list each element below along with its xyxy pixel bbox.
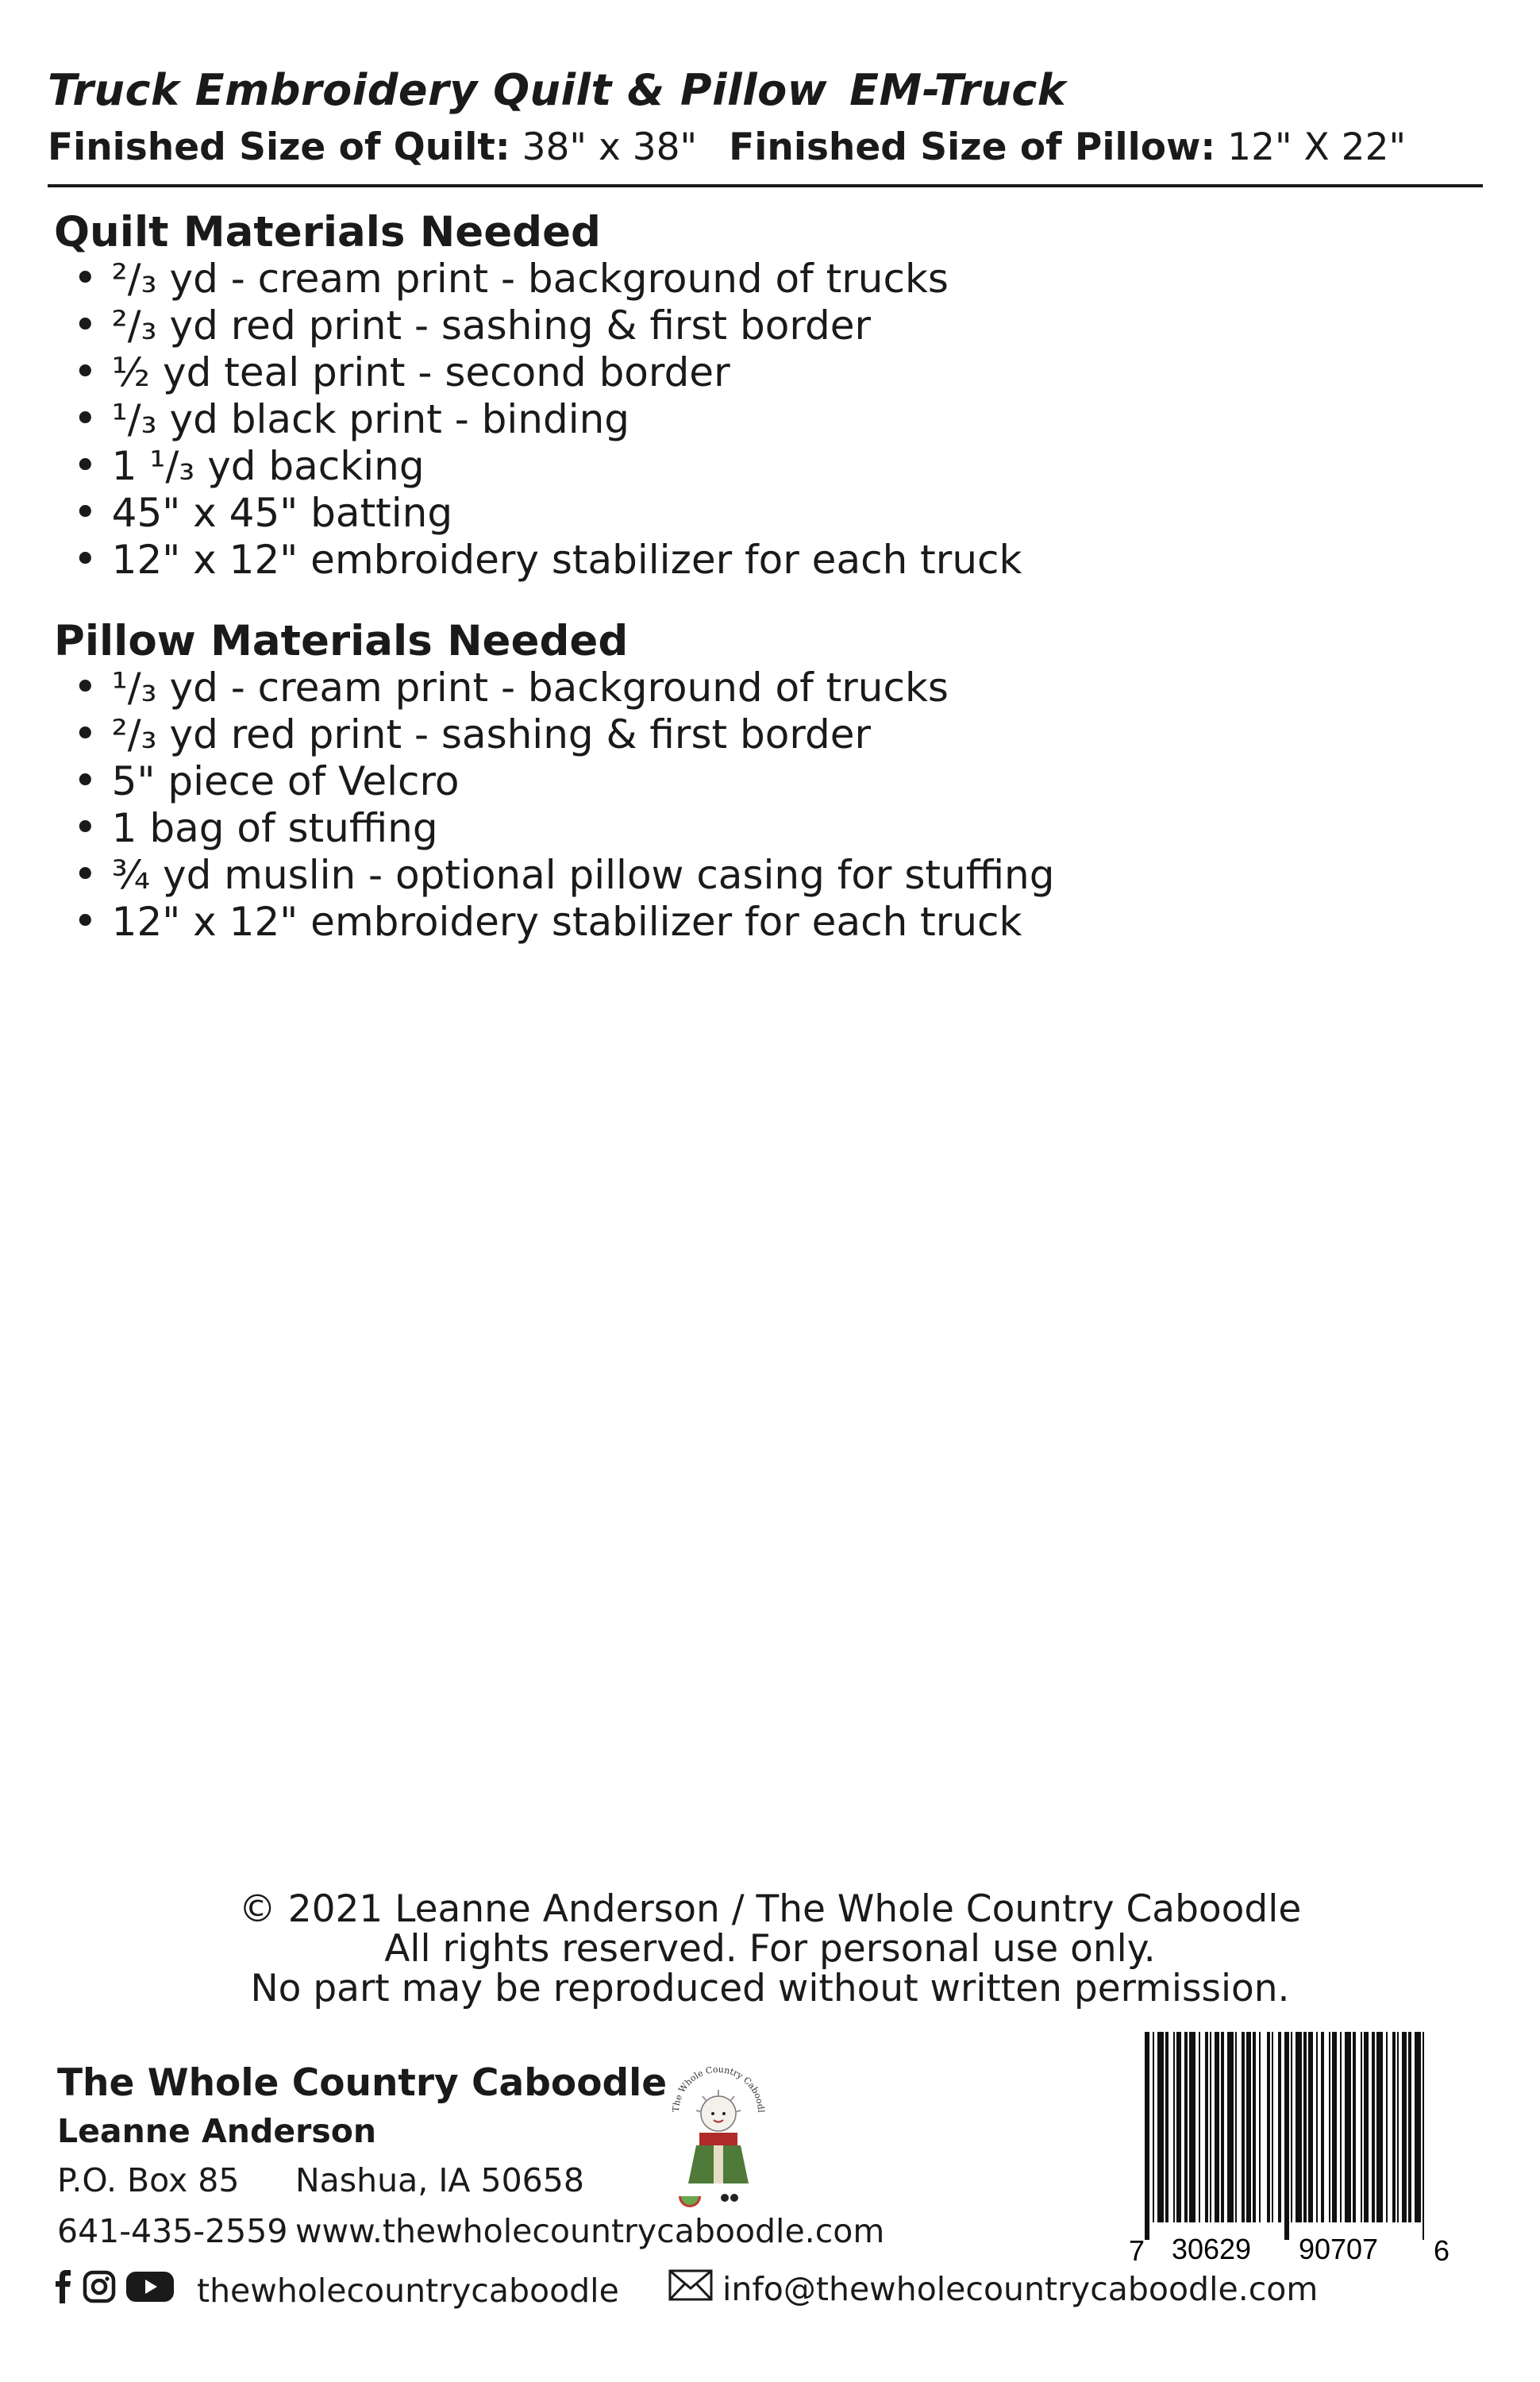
barcode-bar bbox=[1372, 2032, 1375, 2222]
list-item: • ¾ yd muslin - optional pillow casing for stuffing bbox=[73, 852, 1054, 899]
city-state-zip: Nashua, IA 50658 bbox=[295, 2161, 584, 2199]
envelope-icon bbox=[668, 2269, 713, 2309]
list-item: • ¹/₃ yd - cream print - background of trucks bbox=[73, 665, 1054, 711]
barcode bbox=[1127, 2029, 1450, 2267]
barcode-bar bbox=[1408, 2032, 1411, 2222]
barcode-bar bbox=[1284, 2032, 1289, 2240]
pillow-size-label: Finished Size of Pillow: bbox=[729, 125, 1216, 169]
phone-number: 641-435-2559 bbox=[57, 2212, 288, 2250]
barcode-bar bbox=[1303, 2032, 1307, 2222]
pillow-size-value: 12" X 22" bbox=[1227, 125, 1407, 169]
barcode-bar bbox=[1329, 2032, 1330, 2222]
barcode-bar bbox=[1364, 2032, 1369, 2222]
po-box: P.O. Box 85 bbox=[57, 2161, 240, 2199]
social-links bbox=[54, 2269, 619, 2312]
barcode-bar bbox=[1215, 2032, 1219, 2222]
barcode-bar bbox=[1184, 2032, 1188, 2222]
barcode-bar bbox=[1345, 2032, 1351, 2222]
barcode-bar bbox=[1386, 2032, 1388, 2222]
pillow-materials-heading: Pillow Materials Needed bbox=[54, 617, 629, 665]
barcode-bar bbox=[1210, 2032, 1211, 2222]
finished-sizes bbox=[48, 125, 1406, 169]
barcode-bar bbox=[1259, 2032, 1261, 2222]
barcode-bar bbox=[1278, 2032, 1281, 2222]
quilt-size-value: 38" x 38" bbox=[522, 125, 698, 169]
instagram-icon[interactable] bbox=[83, 2270, 116, 2311]
list-item: • 1 ¹/₃ yd backing bbox=[73, 443, 1022, 490]
barcode-group-right: 90707 bbox=[1298, 2233, 1379, 2265]
barcode-bar bbox=[1176, 2032, 1181, 2222]
email-contact bbox=[668, 2269, 1318, 2309]
list-item: • ²/₃ yd - cream print - background of trucks bbox=[73, 256, 1022, 303]
copyright-line: © 2021 Leanne Anderson / The Whole Country Caboodle bbox=[238, 1887, 1302, 1931]
barcode-bar bbox=[1242, 2032, 1245, 2222]
list-item: • ²/₃ yd red print - sashing & first border bbox=[73, 303, 1022, 349]
barcode-bar bbox=[1189, 2032, 1195, 2222]
pillow-materials-list bbox=[73, 665, 1054, 946]
logo-graphic bbox=[647, 2056, 790, 2215]
email-address[interactable]: info@thewholecountrycaboodle.com bbox=[722, 2270, 1319, 2308]
barcode-bar bbox=[1296, 2032, 1302, 2222]
barcode-digit-last: 6 bbox=[1434, 2234, 1450, 2267]
rights-line: All rights reserved. For personal use only. bbox=[384, 1927, 1156, 1971]
list-item: • 5" piece of Velcro bbox=[73, 758, 1054, 805]
list-item: • 12" x 12" embroidery stabilizer for each truck bbox=[73, 537, 1022, 584]
barcode-bar bbox=[1272, 2032, 1273, 2222]
barcode-group-left: 30629 bbox=[1171, 2233, 1252, 2265]
header-divider bbox=[48, 184, 1483, 187]
quilt-materials-list bbox=[73, 256, 1022, 584]
company-name: The Whole Country Caboodle bbox=[57, 2061, 668, 2105]
barcode-bar bbox=[1157, 2032, 1164, 2222]
youtube-icon[interactable] bbox=[125, 2270, 175, 2311]
logo-text: The Whole Country Caboodl bbox=[670, 2064, 767, 2113]
barcode-bar bbox=[1227, 2032, 1234, 2222]
company-logo bbox=[647, 2056, 790, 2215]
permission-line: No part may be reproduced without written permission. bbox=[250, 1967, 1290, 2010]
owner-name: Leanne Anderson bbox=[57, 2112, 377, 2150]
list-item: • 1 bag of stuffing bbox=[73, 805, 1054, 852]
barcode-bar bbox=[1246, 2032, 1251, 2222]
barcode-bar bbox=[1199, 2032, 1200, 2222]
barcode-bar bbox=[1153, 2032, 1154, 2222]
barcode-bar bbox=[1165, 2032, 1168, 2222]
barcode-bar bbox=[1308, 2032, 1313, 2222]
pattern-title bbox=[48, 65, 1066, 115]
barcode-bar bbox=[1332, 2032, 1337, 2222]
list-item: • ²/₃ yd red print - sashing & first border bbox=[73, 711, 1054, 758]
social-handle[interactable]: thewholecountrycaboodle bbox=[197, 2272, 619, 2310]
barcode-bar bbox=[1397, 2032, 1399, 2222]
barcode-bar bbox=[1402, 2032, 1407, 2222]
title-text: Truck Embroidery Quilt & Pillow bbox=[48, 65, 828, 115]
barcode-bar bbox=[1361, 2032, 1362, 2222]
barcode-bar bbox=[1205, 2032, 1208, 2222]
barcode-bar bbox=[1353, 2032, 1356, 2222]
barcode-bar bbox=[1235, 2032, 1237, 2222]
barcode-bar bbox=[1173, 2032, 1175, 2222]
list-item: • ½ yd teal print - second border bbox=[73, 349, 1022, 396]
barcode-bar bbox=[1221, 2032, 1224, 2222]
quilt-size-label: Finished Size of Quilt: bbox=[48, 125, 510, 169]
barcode-bar bbox=[1321, 2032, 1324, 2222]
list-item: • ¹/₃ yd black print - binding bbox=[73, 396, 1022, 443]
pattern-code: EM-Truck bbox=[849, 65, 1067, 115]
list-item: • 45" x 45" batting bbox=[73, 490, 1022, 537]
barcode-bar bbox=[1415, 2032, 1421, 2222]
facebook-icon[interactable] bbox=[54, 2269, 73, 2312]
list-item: • 12" x 12" embroidery stabilizer for each truck bbox=[73, 899, 1054, 946]
barcode-bar bbox=[1145, 2032, 1149, 2240]
barcode-bar bbox=[1392, 2032, 1396, 2222]
barcode-bar bbox=[1376, 2032, 1383, 2222]
barcode-bar bbox=[1267, 2032, 1270, 2222]
barcode-bar bbox=[1340, 2032, 1342, 2222]
barcode-bar bbox=[1253, 2032, 1256, 2222]
barcode-digit-first: 7 bbox=[1129, 2234, 1145, 2267]
barcode-bar bbox=[1291, 2032, 1292, 2222]
website-link[interactable]: www.thewholecountrycaboodle.com bbox=[295, 2212, 885, 2250]
barcode-bar bbox=[1423, 2032, 1424, 2240]
quilt-materials-heading: Quilt Materials Needed bbox=[54, 208, 601, 256]
barcode-bar bbox=[1316, 2032, 1318, 2222]
barcode-graphic bbox=[1127, 2029, 1450, 2267]
